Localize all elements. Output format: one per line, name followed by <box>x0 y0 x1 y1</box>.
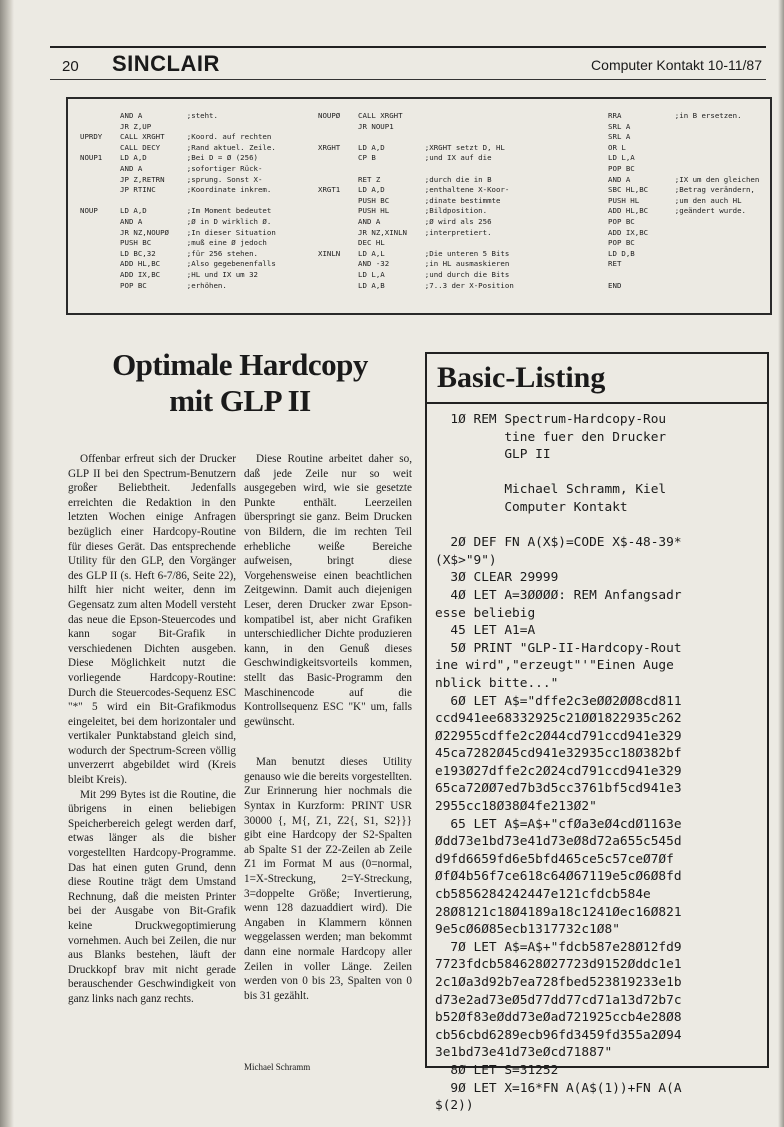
article-paragraph: Diese Routine arbeitet daher so, daß jede Zeile nur so weit ausgegeben wird, wie sie gesetzte Punkte enthält. Leerzeilen überspringt sie ganz. Beim Drucken von Bildern, die im rechten Teil erhebliche weiße Bereiche aufweisen, bringt diese Vorgehensweise einen beachtlichen Zeitgewinn. Damit auch diejenigen Leser, deren Drucker zwar Epson-kompatibel ist, aber nicht Grafiken unterschiedlicher Dichte produzieren kann, in den Genuß dieses Geschwindigkeitsvorteils kommen, stellt das Basic-Programm den Maschinencode auf die Kontrollsequenz ESC "K" um, falls gewünscht. <box>244 453 412 728</box>
article-paragraph: Mit 299 Bytes ist die Routine, die übrigens in einen beliebigen Speicherbereich gelegt werden darf, etwas länger als die bisher vorgestellten Hardcopy-Programme. Das hat einen guten Grund, denn diese Routine trägt dem Umstand Rechnung, daß die meisten Printer bei der Ausgabe von Bit-Grafik keine Druckwegoptimierung vornehmen. Auch bei Zeilen, die nur aus Blanks bestehen, läuft der Druckkopf brav mit nicht gerade berauschender Geschwindigkeit von ganz links nach ganz rechts. <box>68 788 236 1005</box>
article-author: Michael Schramm <box>244 1062 311 1072</box>
assembly-listing-box <box>66 97 772 315</box>
header-top-rule <box>50 46 766 48</box>
section-title: SINCLAIR <box>112 51 220 76</box>
header-bottom-rule <box>50 79 766 80</box>
magazine-issue: Computer Kontakt 10-11/87 <box>591 57 762 73</box>
assembly-column-1: AND A ;steht. JR Z,UP UPRDY CALL XRGHT ;Koord. auf rechten CALL DECY ;Rand aktuel. Zeile. NOUP1 LD A,D ;Bei D = Ø (256) AND A ;sofortiger Rück- JP Z,RETRN ;sprung. Sonst X- JP RTINC ;Koordinate inkrem. NOUP LD A,D ;Im Moment bedeutet AND A ;Ø in D wirklich Ø. JR NZ,NOUPØ ;In dieser Situation PUSH BC ;muß eine Ø jedoch LD BC,32 ;für 256 stehen. ADD HL,BC ;Also gegebenenfalls ADD IX,BC ;HL und IX um 32 POP BC ;erhöhen. <box>80 111 276 290</box>
article-title-line-2: mit GLP II <box>169 383 311 418</box>
article-left-column <box>68 452 236 1007</box>
basic-listing-box <box>425 352 769 1114</box>
basic-listing-rule <box>427 402 767 404</box>
basic-listing-title: Basic-Listing <box>437 361 606 394</box>
page-number: 20 <box>62 58 79 75</box>
article-paragraph: Offenbar erfreut sich der Drucker GLP II bei den Spectrum-Benutzern großer Beliebtheit. Jedenfalls erreichten die Redaktion in den letzten Wochen einige Anfragen bezüglich einer Hardcopy-Routine für dieses Gerät. Das entsprechende Utility für den GLP, den Vorgänger des GLP II (s. Heft 6-7/86, Seite 22), hilft hier nicht weiter, denn im Gegensatz zum alten Modell versteht das neue die Epson-Steuercodes und kann sogar Bit-Grafik in verschiedenen Dichten ausgeben. Diese Möglichkeit nutzt die vorliegende Hardcopy-Routine: Durch die Steuercodes-Sequenz ESC "*" 5 wird ein Bit-Grafikmodus eingeleitet, bei dem horizontaler und vertikaler Punktabstand gleich sind, wodurch der Spectrum-Screen völlig unverzerrt abgebildet wird (Kreis bleibt Kreis). <box>68 453 236 787</box>
page-binding-shadow <box>0 0 14 1127</box>
assembly-column-3: RRA ;in B ersetzen. SRL A SRL A OR L LD L,A POP BC AND A ;IX um den gleichen SBC HL,BC ;Betrag verändern, PUSH HL ;um den auch HL ADD HL,BC ;geändert wurde. POP BC ADD IX,BC POP BC LD D,B RET END <box>608 111 760 290</box>
page-edge-shadow <box>778 0 784 1127</box>
article-title-line-1: Optimale Hardcopy <box>112 347 368 382</box>
article-right-column <box>244 452 412 1003</box>
article-paragraph: Man benutzt dieses Utility genauso wie die bereits vorgestellten. Zur Erinnerung hier nochmals die Syntax in Kurzform: PRINT USR 30000 {, M{, Z1, Z2{, S1, S2}}} gibt eine Hardcopy der S2-Spalten ab Spalte S1 der Z2-Zeilen ab Zeile Z1 im Format M aus (0=normal, 1=X-Streckung, 2=Y-Streckung, 3=doppelte Größe; Invertierung, wenn 128 dazuaddiert wird). Die Angaben in Klammern können weggelassen werden; man bekommt dann eine normale Hardcopy aller Zeilen in voller Länge. Zeilen werden von 0 bis 23, Spalten von 0 bis 31 gezählt. <box>244 756 412 1002</box>
assembly-column-2: NOUPØ CALL XRGHT JR NOUP1 XRGHT LD A,D ;XRGHT setzt D, HL CP B ;und IX auf die RET Z ;durch die in B XRGT1 LD A,D ;enthaltene X-Koor- PUSH BC ;dinate bestimmte PUSH HL ;Bildposition. AND A ;Ø wird als 256 JR NZ,XINLN ;interpretiert. DEC HL XINLN LD A,L ;Die unteren 5 Bits AND -32 ;in HL ausmaskieren LD L,A ;und durch die Bits LD A,B ;7..3 der X-Position <box>318 111 514 290</box>
basic-listing-code: 1Ø REM Spectrum-Hardcopy-Rou tine fuer den Drucker GLP II Michael Schramm, Kiel Computer Kontakt 2Ø DEF FN A(X$)=CODE X$-48-39* (X$>"9") 3Ø CLEAR 29999 4Ø LET A=3ØØØØ: REM Anfangsadr esse beliebig 45 LET A1=A 5Ø PRINT "GLP-II-Hardcopy-Rout ine wird","erzeugt"'"Einen Auge nblick bitte..." 6Ø LET A$="dffe2c3eØØ2ØØ8cd811 ccd941ee68332925c21ØØ1822935c262 Ø22955cdffe2c2Ø44cd791ccd941e329 45ca7282Ø45cd941e32935cc18Ø382bf e193Ø27dffe2c2Ø24cd791ccd941e329 65ca72ØØ7ed7b3d5cc3761bf5cd941e3 2955cc18Ø38Ø4fe213Ø2" 65 LET A$=A$+"cfØa3eØ4cdØ1163e Ødd73e1bd73e41d73eØ8d72a655c545d d9fd6659fd6e5bfd465ce5c57ceØ7Øf ØfØ4b56f7ce618c64Ø67119e5cØ6Ø8fd cb5856284242447e121cfdcb584e 28Ø8121c18Ø4189a18c1241Øec16Ø821 9e5cØ6Ø85ecb1317732c1Ø8" 7Ø LET A$=A$+"fdcb587e28Ø12fd9 7723fdcb584628Ø27723d9152Øddc1e1 2c1Øa3d92b7ea728fbed523819233e1b d73e2ad73eØ5d77dd77cd71a13d72b7c b52Øf83eØdd73eØad721925ccb4e28Ø8 cb56cbd6289ecb96fd3459fd355a2Ø94 3e1bd73e41d73eØcd71887" 8Ø LET S=31252 9Ø LET X=16*FN A(A$(1))+FN A(A $(2)) <box>435 412 682 1114</box>
article-title <box>60 347 420 419</box>
